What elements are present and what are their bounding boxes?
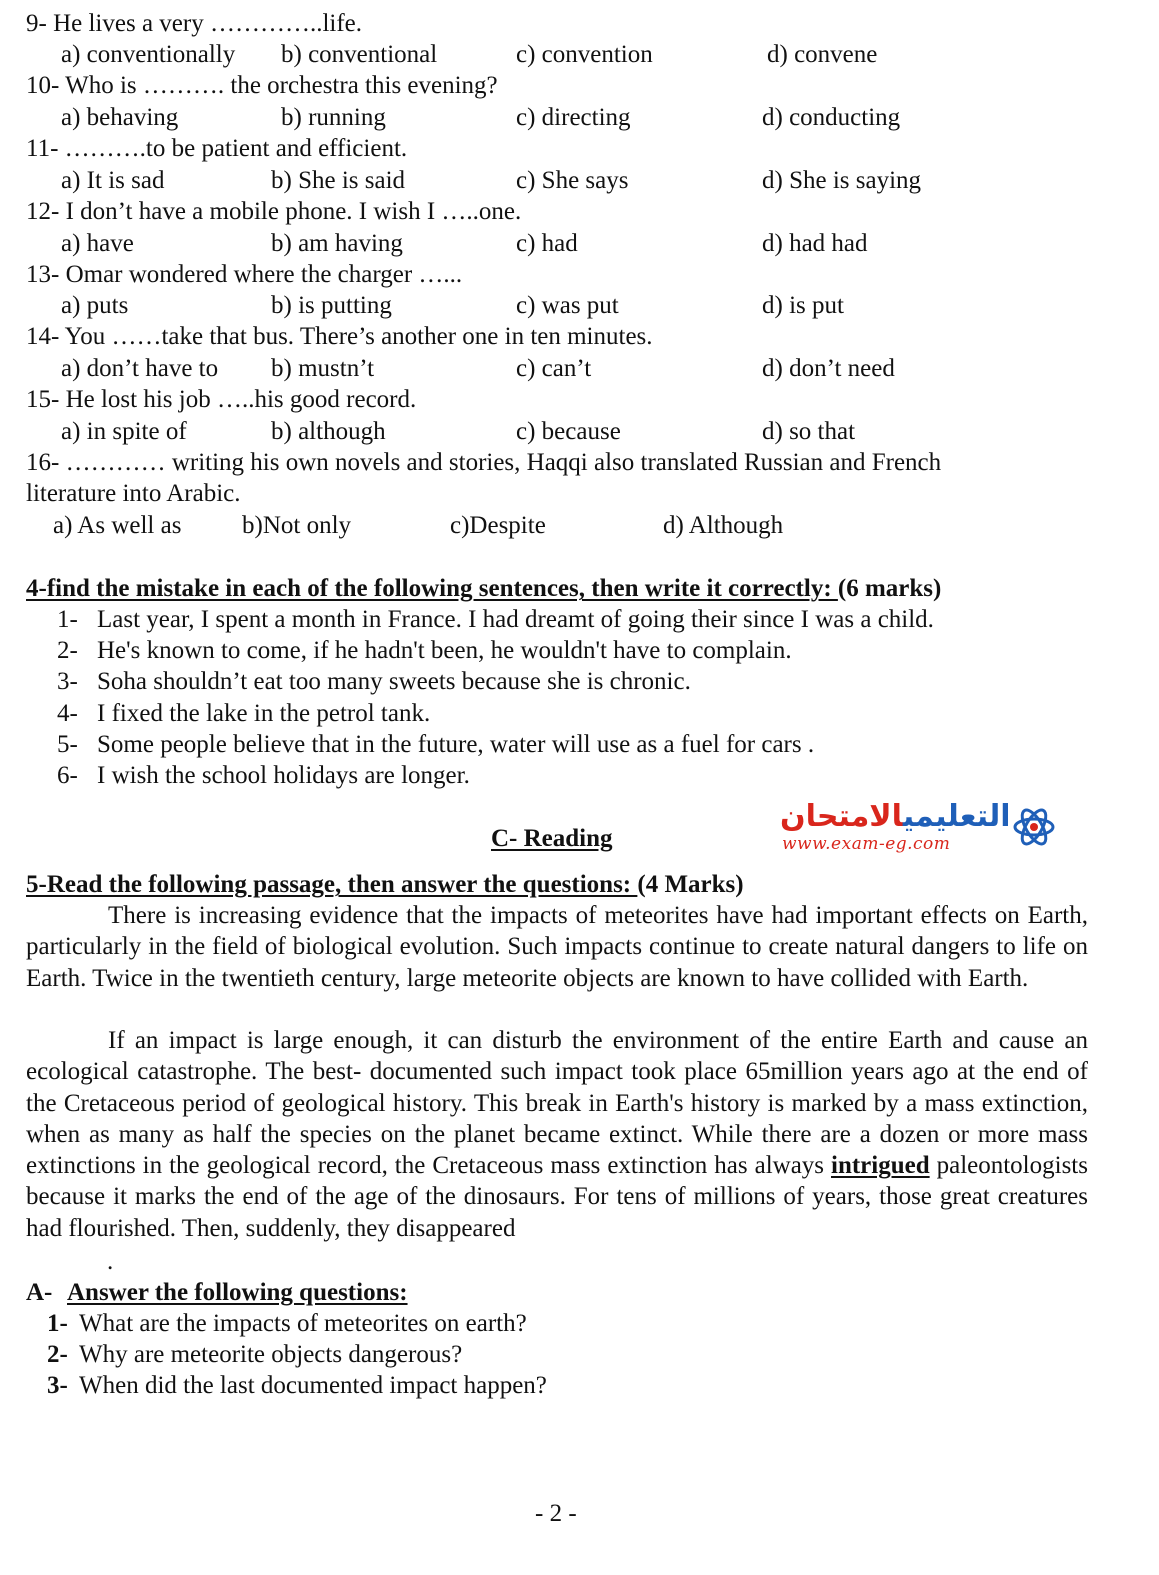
q9-option-c[interactable]: c) convention — [516, 41, 653, 68]
question-5-marks: (4 Marks) — [637, 871, 744, 898]
q13-option-c[interactable]: c) was put — [516, 292, 619, 319]
logo-arabic-text: التعليميالامتحان — [780, 799, 1011, 834]
q12-option-a[interactable]: a) have — [61, 230, 134, 257]
atom-icon — [1012, 802, 1056, 852]
q9-option-b[interactable]: b) conventional — [281, 41, 438, 68]
part-a-title: Answer the following questions: — [67, 1279, 408, 1306]
page-number: - 2 - — [535, 1500, 577, 1527]
mistake-item-text: Some people believe that in the future, water will use as a fuel for cars . — [97, 731, 815, 758]
exam-eg-logo — [780, 800, 1060, 858]
mistake-item-num: 3- — [57, 668, 78, 695]
question-9: 9- He lives a very …………..life. — [26, 10, 363, 37]
passage-paragraph-1: There is increasing evidence that the impacts of meteorites have had important effects on Earth, particularly in the field of biological evolution. Such impacts continue to create natural dangers to life on Earth. Twice in the twentieth century, large meteorite objects are known to have collided with Earth. — [26, 902, 1088, 992]
q14-option-c[interactable]: c) can’t — [516, 355, 592, 382]
question-14: 14- You ……take that bus. There’s another one in ten minutes. — [26, 323, 653, 350]
mistake-item-num: 5- — [57, 731, 78, 758]
q12-option-c[interactable]: c) had — [516, 230, 578, 257]
passage-paragraph-2: If an impact is large enough, it can disturb the environment of the entire Earth and cause an ecological catastrophe. The best- documented such impact took place 65million years ago at the end of the Cretaceous period of geological history. This break in Earth's history is marked by a mass extinction, when as many as half the species on the planet became extinct. While there are a dozen or more mass extinctions in the geological record, the Cretaceous mass extinction has always intrigued paleontologists because it marks the end of the age of the dinosaurs. For tens of millions of years, those great creatures had flourished. Then, suddenly, they disappeared — [26, 1027, 1088, 1242]
question-13: 13- Omar wondered where the charger …... — [26, 261, 463, 288]
question-text: What are the impacts of meteorites on earth? — [79, 1310, 527, 1337]
passage-dot: . — [107, 1248, 114, 1275]
q11-option-c[interactable]: c) She says — [516, 167, 629, 194]
q16-option-d[interactable]: d) Although — [663, 512, 784, 539]
question-11: 11- ……….to be patient and efficient. — [26, 135, 408, 162]
q9-option-a[interactable]: a) conventionally — [61, 41, 236, 68]
q14-option-b[interactable]: b) mustn’t — [271, 355, 375, 382]
section-4-heading — [26, 573, 941, 604]
q9-option-d[interactable]: d) convene — [767, 41, 878, 68]
question-10: 10- Who is ………. the orchestra this evening? — [26, 72, 498, 99]
question-5-heading — [26, 869, 744, 900]
q14-option-a[interactable]: a) don’t have to — [61, 355, 219, 382]
q12-option-d[interactable]: d) had had — [762, 230, 868, 257]
q10-option-d[interactable]: d) conducting — [762, 104, 901, 131]
q12-option-b[interactable]: b) am having — [271, 230, 403, 257]
q10-option-b[interactable]: b) running — [281, 104, 386, 131]
q13-option-d[interactable]: d) is put — [762, 292, 844, 319]
q15-option-d[interactable]: d) so that — [762, 418, 856, 445]
part-a-label: A- — [26, 1279, 53, 1306]
question-num: 3- — [47, 1372, 68, 1399]
mistake-item-num: 2- — [57, 637, 78, 664]
q15-option-a[interactable]: a) in spite of — [61, 418, 187, 445]
question-12: 12- I don’t have a mobile phone. I wish I …..one. — [26, 198, 522, 225]
mistake-item-text: I fixed the lake in the petrol tank. — [97, 700, 431, 727]
question-num: 1- — [47, 1310, 68, 1337]
q15-option-b[interactable]: b) although — [271, 418, 386, 445]
mistake-item-text: I wish the school holidays are longer. — [97, 762, 470, 789]
section-4-title: 4-find the mistake in each of the following sentences, then write it correctly: — [26, 575, 838, 602]
logo-url: www.exam-eg.com — [782, 834, 951, 854]
q16-option-a[interactable]: a) As well as — [53, 512, 182, 539]
q16-option-b[interactable]: b)Not only — [242, 512, 352, 539]
section-4-marks: (6 marks) — [837, 575, 942, 602]
mistake-item-num: 6- — [57, 762, 78, 789]
reading-heading: C- Reading — [491, 825, 613, 852]
q11-option-a[interactable]: a) It is sad — [61, 167, 165, 194]
vocabulary-word: intrigued — [831, 1152, 930, 1180]
question-num: 2- — [47, 1341, 68, 1368]
mistake-item-num: 1- — [57, 606, 78, 633]
question-16-continued: literature into Arabic. — [26, 480, 241, 507]
q16-option-c[interactable]: c)Despite — [450, 512, 546, 539]
mistake-item-text: Last year, I spent a month in France. I had dreamt of going their since I was a child. — [97, 606, 934, 633]
q13-option-b[interactable]: b) is putting — [271, 292, 392, 319]
question-text: When did the last documented impact happen? — [79, 1372, 547, 1399]
mistake-item-text: He's known to come, if he hadn't been, he wouldn't have to complain. — [97, 637, 792, 664]
question-text: Why are meteorite objects dangerous? — [79, 1341, 463, 1368]
q11-option-b[interactable]: b) She is said — [271, 167, 406, 194]
q15-option-c[interactable]: c) because — [516, 418, 621, 445]
question-15: 15- He lost his job …..his good record. — [26, 386, 417, 413]
q14-option-d[interactable]: d) don’t need — [762, 355, 895, 382]
q11-option-d[interactable]: d) She is saying — [762, 167, 922, 194]
q13-option-a[interactable]: a) puts — [61, 292, 129, 319]
q10-option-c[interactable]: c) directing — [516, 104, 631, 131]
question-16: 16- ………… writing his own novels and stories, Haqqi also translated Russian and French — [26, 449, 942, 476]
question-5-title: 5-Read the following passage, then answer the questions: — [26, 871, 638, 898]
q10-option-a[interactable]: a) behaving — [61, 104, 179, 131]
mistake-item-num: 4- — [57, 700, 78, 727]
mistake-item-text: Soha shouldn’t eat too many sweets because she is chronic. — [97, 668, 691, 695]
